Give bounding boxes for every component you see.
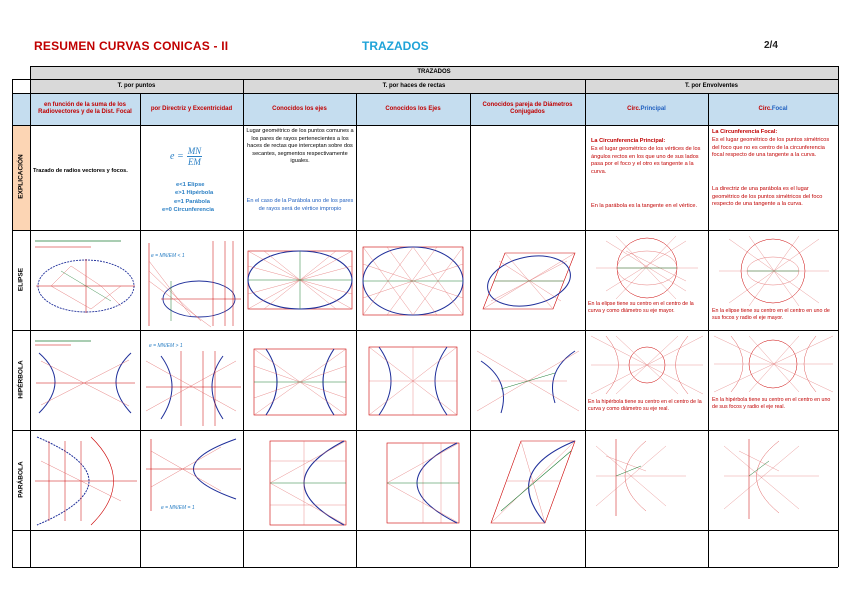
- hyperbola-focal-figure: [709, 331, 838, 397]
- explanation-rays-note: En el caso de la Parábola uno de los pares de rayos será de vértice impropio: [246, 198, 354, 212]
- hyperbola-known-axes-figure: [244, 331, 356, 430]
- ellipse-principal-cell: [586, 231, 708, 330]
- col-header-focal-prefix: Circ.: [758, 105, 772, 112]
- formula-lhs: e =: [170, 151, 184, 162]
- col-header-known-axes-2: [356, 93, 470, 125]
- col-header-known-axes-label: Conocidos los ejes: [272, 105, 327, 112]
- col-header-known-axes: [243, 93, 356, 125]
- col-header-radiovectors: [30, 93, 140, 125]
- hyperbola-known-axes-2-figure: [357, 331, 470, 430]
- col-header-radiovectors-label: en función de la suma de los Radiovectores y de la Dist. Focal: [38, 102, 132, 115]
- col-header-principal: [585, 93, 708, 125]
- ellipse-radiovectors-figure: [31, 231, 140, 330]
- page-number: 2/4: [764, 40, 778, 51]
- case-circle: e=0 Circunferencia: [162, 207, 215, 214]
- parabola-conjugate-figure: [471, 431, 585, 530]
- hyperbola-principal-caption: En la hipérbola tiene su centro en el centro de la curva y como diámetro su eje real.: [588, 399, 702, 413]
- formula-denominator: EM: [187, 157, 201, 167]
- explanation-radiovectors: Trazado de radios vectores y focos.: [33, 168, 128, 174]
- group-points: [30, 79, 243, 93]
- explanation-focal: Es el lugar geométrico de los puntos simétricos del foco que no es centro de la circunferencia focal respecto de una tangente a la curva.: [712, 137, 830, 159]
- explanation-focal-note: La directriz de una parábola es el lugar geométrico de los puntos simétricos del foco respecto de una tangente a la curva.: [712, 186, 823, 208]
- group-rays-label: T. por haces de rectas: [382, 82, 446, 89]
- parabola-principal-figure: [586, 431, 708, 530]
- hyperbola-principal-cell: [586, 331, 708, 430]
- eccentricity-cases: [162, 181, 214, 215]
- hyperbola-radiovectors-figure: [31, 331, 140, 430]
- ellipse-directrix-figure: [141, 231, 243, 330]
- hyperbola-focal-cell: [709, 331, 838, 430]
- col-header-known-axes-2-label: Conocidos los Ejes: [385, 105, 441, 112]
- header-corner: [12, 93, 30, 125]
- explanation-rays: Lugar geométrico de los puntos comunes a los pares de rayos pertenecientes a los haces de rectas que interceptan sobre dos secantes, segmentos respectivamente iguales.: [246, 128, 354, 165]
- parabola-directrix-drawing: [141, 431, 243, 530]
- row-label-ellipse: ELIPSE: [17, 267, 25, 292]
- group-envelopes-label: T. por Envolventes: [684, 82, 738, 89]
- ellipse-principal-caption: En la elipse tiene su centro en el centro de la curva y como diámetro su eje mayor.: [588, 301, 694, 315]
- col-header-directrix-label: por Directriz y Excentricidad: [150, 105, 233, 112]
- explanation-principal-title: La Circunferencia Principal:: [591, 138, 666, 144]
- ellipse-focal-caption: En la elipse tiene su centro en el centro en uno de sus focos y radio el eje mayor.: [712, 308, 830, 322]
- case-parabola: e=1 Parábola: [174, 198, 210, 205]
- parabola-known-axes-figure: [244, 431, 356, 530]
- document-title: RESUMEN CURVAS CONICAS - II: [34, 39, 229, 53]
- col-header-directrix: [140, 93, 243, 125]
- col-header-conjugate-label: Conocidos pareja de Diámetros Conjugados: [482, 102, 573, 115]
- hyperbola-focal-caption: En la hipérbola tiene su centro en el centro en uno de sus focos y radio el eje real.: [712, 397, 831, 411]
- formula: [170, 146, 202, 167]
- col-header-principal-highlight: Principal: [640, 105, 666, 112]
- ellipse-conjugate-figure: [471, 231, 585, 330]
- hyperbola-directrix-figure: [141, 331, 243, 430]
- hyperbola-principal-figure: [586, 331, 708, 399]
- col-header-focal-highlight: Focal: [771, 105, 788, 112]
- group-points-label: T. por puntos: [117, 82, 156, 89]
- col-header-principal-prefix: Circ.: [627, 105, 641, 112]
- table-top-header-label: TRAZADOS: [417, 69, 451, 76]
- row-label-hyperbola: HIPÉRBOLA: [17, 360, 25, 399]
- hyperbola-formula: e = MN/EM > 1: [149, 343, 183, 349]
- parabola-formula: e = MN/EM = 1: [161, 505, 195, 511]
- ellipse-principal-figure: [586, 231, 708, 301]
- group-rays: [243, 79, 585, 93]
- explanation-directrix: [140, 125, 243, 230]
- explanation-principal-note: En la parábola es la tangente en el vértice.: [591, 203, 698, 209]
- ellipse-focal-figure: [709, 231, 838, 307]
- col-header-conjugate: [470, 93, 585, 125]
- explanation-focal-title: La Circunferencia Focal:: [712, 129, 778, 135]
- group-envelopes: [585, 79, 838, 93]
- explanation-principal: Es el lugar geométrico de los vértices de los ángulos rectos en los que uno de sus lados pasa por el foco y el otro es tangente a la curva.: [591, 146, 701, 175]
- case-ellipse: e<1 Elipse: [176, 182, 205, 188]
- ellipse-known-axes-figure: [244, 231, 356, 330]
- case-hyperbola: e>1 Hipérbola: [175, 190, 214, 197]
- parabola-known-axes-2-figure: [357, 431, 470, 530]
- col-header-focal: [708, 93, 838, 125]
- section-title: TRAZADOS: [362, 39, 429, 53]
- ellipse-focal-cell: [709, 231, 838, 330]
- table-top-header: [30, 66, 838, 79]
- parabola-radiovectors-figure: [31, 431, 140, 530]
- ellipse-formula: e = MN/EM < 1: [151, 253, 185, 259]
- ellipse-directrix-drawing: [141, 231, 243, 330]
- row-label-explanation-text: EXPLICACIÓN: [17, 154, 25, 199]
- formula-numerator: MN: [187, 146, 202, 156]
- parabola-focal-figure: [709, 431, 838, 530]
- parabola-directrix-figure: [141, 431, 243, 530]
- row-label-parabola: PARÁBOLA: [17, 461, 25, 498]
- hyperbola-conjugate-figure: [471, 331, 585, 430]
- ellipse-known-axes-2-figure: [357, 231, 470, 330]
